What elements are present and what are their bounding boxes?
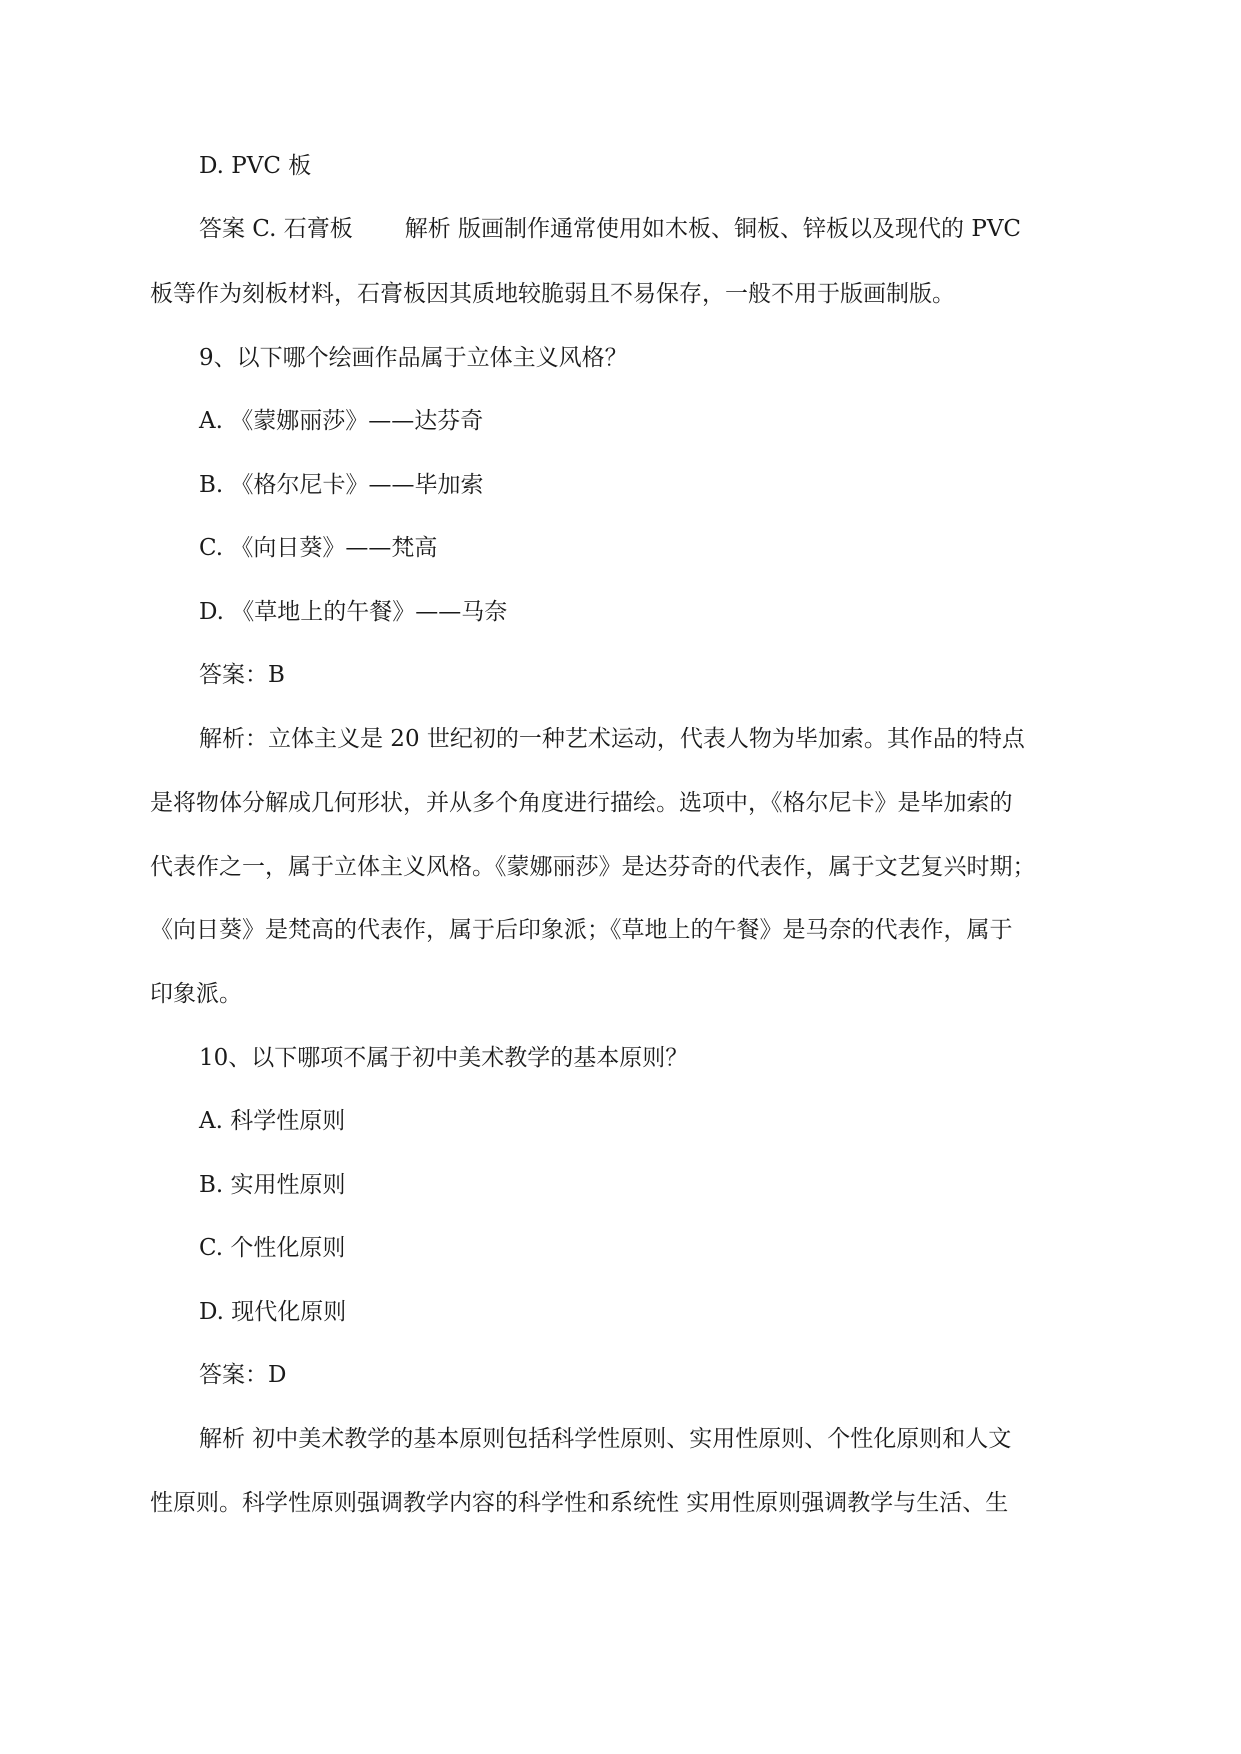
q9-option-b: B. 《格尔尼卡》——毕加索	[199, 472, 484, 498]
prev-analysis-line2: 板等作为刻板材料，石膏板因其质地较脆弱且不易保存，一般不用于版画制版。	[150, 281, 955, 307]
q9-analysis-line5: 印象派。	[150, 981, 242, 1007]
q10-answer: 答案：D	[199, 1362, 287, 1388]
q9-analysis-line1: 解析：立体主义是 20 世纪初的一种艺术运动，代表人物为毕加索。其作品的特点	[199, 726, 1025, 752]
q10-option-a: A. 科学性原则	[199, 1108, 346, 1134]
q10-analysis-line2: 性原则。科学性原则强调教学内容的科学性和系统性 实用性原则强调教学与生活、生	[150, 1490, 1009, 1516]
q10-analysis-line1: 解析 初中美术教学的基本原则包括科学性原则、实用性原则、个性化原则和人文	[199, 1426, 1012, 1452]
prev-answer-line	[199, 214, 1021, 244]
prev-answer: 答案 C. 石膏板	[199, 216, 353, 242]
q10-option-b: B. 实用性原则	[199, 1172, 346, 1198]
prev-option-d: D. PVC 板	[199, 153, 312, 179]
q9-option-c: C. 《向日葵》——梵高	[199, 535, 438, 561]
q9-question: 9、以下哪个绘画作品属于立体主义风格？	[199, 345, 628, 371]
q9-analysis-line4: 《向日葵》是梵高的代表作，属于后印象派；《草地上的午餐》是马奈的代表作，属于	[150, 917, 1013, 943]
q9-answer: 答案：B	[199, 662, 285, 688]
q9-analysis-line2: 是将物体分解成几何形状，并从多个角度进行描绘。选项中，《格尔尼卡》是毕加索的	[150, 790, 1013, 816]
q10-option-d: D. 现代化原则	[199, 1299, 347, 1325]
q10-option-c: C. 个性化原则	[199, 1235, 346, 1261]
q9-option-a: A. 《蒙娜丽莎》——达芬奇	[199, 408, 484, 434]
prev-analysis-start: 解析 版画制作通常使用如木板、铜板、锌板以及现代的 PVC	[404, 216, 1022, 242]
q9-analysis-line3: 代表作之一，属于立体主义风格。《蒙娜丽莎》是达芬奇的代表作，属于文艺复兴时期；	[150, 854, 1036, 880]
q10-question: 10、以下哪项不属于初中美术教学的基本原则？	[199, 1045, 689, 1071]
q9-option-d: D. 《草地上的午餐》——马奈	[199, 599, 508, 625]
